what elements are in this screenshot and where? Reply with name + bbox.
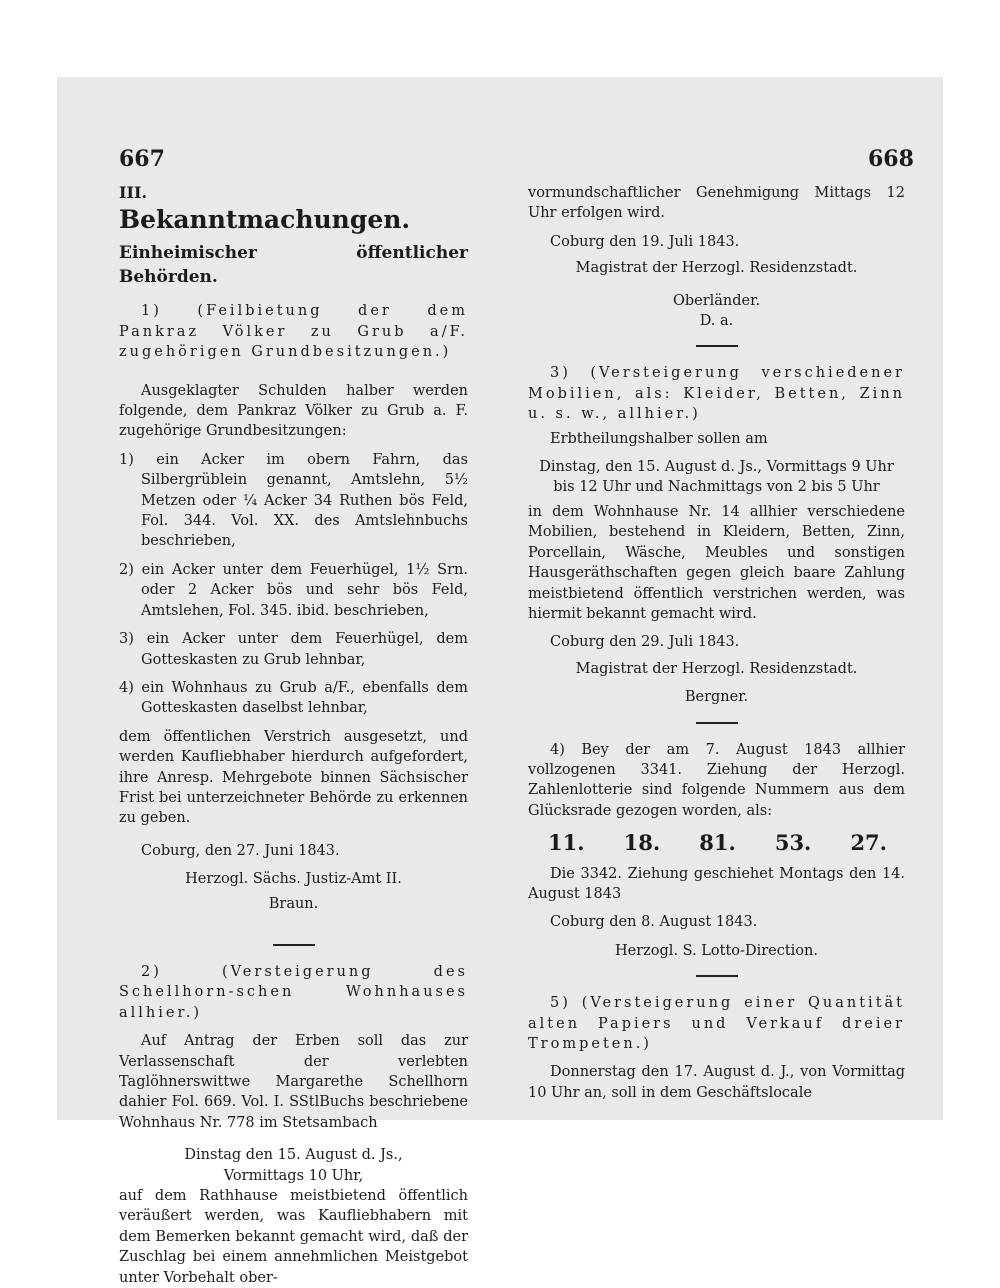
subsection-title: Einheimischer öffentlicher Behörden. xyxy=(119,243,468,288)
notice2-date: Coburg den 19. Juli 1843. xyxy=(550,233,740,250)
lottery-number: 81. xyxy=(699,830,736,856)
notice2-date-line2: Vormittags 10 Uhr, xyxy=(223,1167,364,1184)
notice3-authority: Magistrat der Herzogl. Residenzstadt. xyxy=(575,660,858,677)
separator-rule xyxy=(696,975,738,977)
left-column xyxy=(119,183,468,1288)
notice1-intro: Ausgeklagter Schulden halber werden folgende, dem Pankraz Völker zu Grub a. F. zugehörige Grundbesitzungen: xyxy=(119,382,468,440)
lottery-numbers xyxy=(528,830,905,856)
section-number: III. xyxy=(119,183,148,202)
notice2-body2: auf dem Rathhause meistbietend öffentlich veräußert werden, was Kaufliebhabern mit dem Bemerken bekannt gemacht wird, daß der Zuschlag bei einem annehmlichen Meistgebot unter Vorbehalt ober- xyxy=(119,1188,468,1286)
notice2-signature2: D. a. xyxy=(699,313,734,330)
lottery-number: 53. xyxy=(774,830,812,856)
notice2-body: Auf Antrag der Erben soll das zur Verlassenschaft der verlebten Taglöhnerswittwe Margarethe Schellhorn dahier Fol. 669. Vol. I. SStlBuchs beschriebene Wohnhaus Nr. 778 im Stetsambach xyxy=(119,1033,468,1131)
page-number-right: 668 xyxy=(868,146,914,172)
notice2-title: 2) (Versteigerung des Schellhorn-schen Wohnhauses allhier.) xyxy=(119,963,468,1021)
notice3-intro: Erbtheilungshalber sollen am xyxy=(550,430,768,447)
notice3-signature: Bergner. xyxy=(684,689,749,706)
notice2-continuation: vormundschaftlicher Genehmigung Mittags 12 Uhr erfolgen wird. xyxy=(528,185,905,222)
notice1-item-4: 4) ein Wohnhaus zu Grub a/F., ebenfalls dem Gotteskasten daselbst lehnbar, xyxy=(119,679,468,717)
notice2-authority: Magistrat der Herzogl. Residenzstadt. xyxy=(575,260,858,277)
notice2-date-line1: Dinstag den 15. August d. Js., xyxy=(184,1147,403,1164)
notice4-next-draw: Die 3342. Ziehung geschiehet Montags den 14. August 1843 xyxy=(528,865,905,902)
notice2-signature: Oberländer. xyxy=(672,292,761,309)
notice5-title: 5) (Versteigerung einer Quantität alten Papiers und Verkauf dreier Trompeten.) xyxy=(528,995,905,1052)
notice4-authority: Herzogl. S. Lotto-Direction. xyxy=(615,942,818,959)
lottery-number: 27. xyxy=(850,830,887,856)
notice1-title: 1) (Feilbietung der dem Pankraz Völker zu Grub a/F. zugehörigen Grundbesitzungen.) xyxy=(119,303,468,361)
lottery-number: 18. xyxy=(623,830,661,856)
section-title: Bekanntmachungen. xyxy=(119,205,411,235)
separator-rule xyxy=(273,944,315,946)
right-column xyxy=(528,183,905,1103)
notice1-signature: Braun. xyxy=(268,895,319,912)
notice3-date: Coburg den 29. Juli 1843. xyxy=(550,634,740,651)
notice1-item-3: 3) ein Acker unter dem Feuerhügel, dem Gotteskasten zu Grub lehnbar, xyxy=(119,631,468,668)
notice1-item-1: 1) ein Acker im obern Fahrn, das Silbergrüblein genannt, Amtslehn, 5½ Metzen oder ¼ Acker 34 Ruthen bös Feld, Fol. 344. Vol. XX. des Amtslehnbuchs beschrieben, xyxy=(119,451,468,550)
notice1-authority: Herzogl. Sächs. Justiz-Amt II. xyxy=(185,871,402,888)
notice3-title: 3) (Versteigerung verschiedener Mobilien, als: Kleider, Betten, Zinn u. s. w., allhier.) xyxy=(528,365,905,423)
lottery-number: 11. xyxy=(548,830,585,856)
notice3-body: in dem Wohnhause Nr. 14 allhier verschiedene Mobilien, bestehend in Kleidern, Betten, Zinn, Porcellain, Wäsche, Meubles und sonstigen Hausgeräthschaften gegen gleich baare Zahlung meistbietend öffentlich verstrichen werden, was hiermit bekannt gemacht wird. xyxy=(528,503,905,622)
notice4-body: 4) Bey der am 7. August 1843 allhier vollzogenen 3341. Ziehung der Herzogl. Zahlenlotterie sind folgende Nummern aus dem Glücksrade gezogen worden, als: xyxy=(528,741,905,819)
separator-rule xyxy=(696,722,738,724)
separator-rule xyxy=(696,345,738,347)
notice1-body: dem öffentlichen Verstrich ausgesetzt, und werden Kaufliebhaber hierdurch aufgefordert, ihre Anresp. Mehrgebote binnen Sächsischer Frist bei unterzeichneter Behörde zu erkennen zu geben. xyxy=(119,728,468,827)
page-number-left: 667 xyxy=(119,146,165,172)
notice1-item-2: 2) ein Acker unter dem Feuerhügel, 1½ Srn. oder 2 Acker bös und sehr bös Feld, Amtslehen, Fol. 345. ibid. beschrieben, xyxy=(119,561,468,619)
notice3-date-line: Dinstag, den 15. August d. Js., Vormittags 9 Uhr bis 12 Uhr und Nachmittags von 2 bis 5 Uhr xyxy=(539,459,894,496)
notice1-date: Coburg, den 27. Juni 1843. xyxy=(141,842,340,859)
notice4-date: Coburg den 8. August 1843. xyxy=(550,914,758,931)
notice5-body: Donnerstag den 17. August d. J., von Vormittag 10 Uhr an, soll in dem Geschäftslocale xyxy=(528,1064,905,1101)
